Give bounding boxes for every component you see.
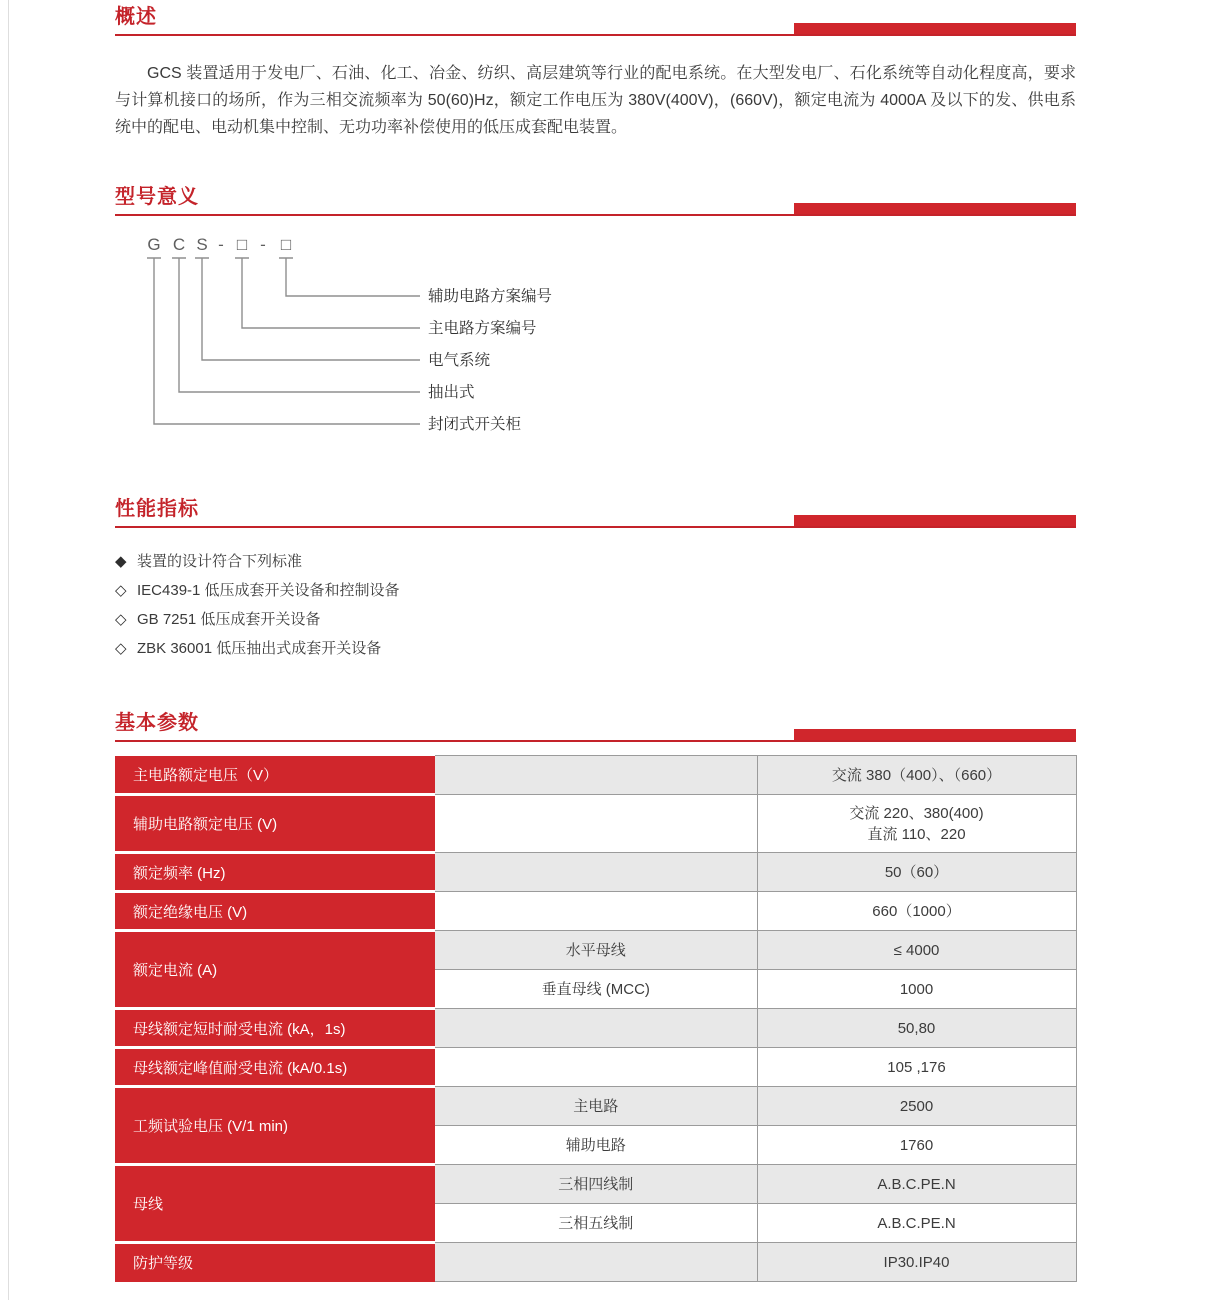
sub-param-cell: 三相四线制 [435, 1165, 757, 1204]
value-cell: 50,80 [757, 1009, 1076, 1048]
param-name-cell: 防护等级 [115, 1243, 435, 1282]
performance-list [115, 546, 1076, 662]
list-item-text: 装置的设计符合下列标准 [137, 553, 303, 570]
value-cell: A.B.C.PE.N [757, 1204, 1076, 1243]
sub-param-cell [435, 1243, 757, 1282]
overview-title: 概述 [115, 6, 157, 28]
model-code-char: G [147, 235, 161, 254]
model-meaning-title: 型号意义 [115, 186, 199, 208]
section-overview-header [115, 6, 1076, 36]
performance-rule [115, 526, 1076, 528]
page-content [115, 0, 1076, 1300]
sub-param-cell [435, 853, 757, 892]
param-name-cell: 辅助电路额定电压 (V) [115, 795, 435, 853]
param-name-cell: 母线额定峰值耐受电流 (kA/0.1s) [115, 1048, 435, 1087]
model-code-box: □ [280, 235, 292, 254]
diamond-outline-icon: ◇ [115, 639, 127, 657]
table-row [115, 795, 1076, 853]
section-model-meaning-header [115, 186, 1076, 216]
table-row [115, 1087, 1076, 1126]
sub-param-cell: 水平母线 [435, 931, 757, 970]
model-meaning-rule [115, 214, 1076, 216]
table-row [115, 892, 1076, 931]
model-meaning-label: 电气系统 [428, 352, 491, 369]
model-meaning-diagram [115, 228, 1076, 443]
value-cell: ≤ 4000 [757, 931, 1076, 970]
list-item [115, 546, 1076, 575]
param-name-cell: 主电路额定电压（V） [115, 756, 435, 795]
value-cell: 交流 380（400）、（660） [757, 756, 1076, 795]
table-row [115, 1243, 1076, 1282]
params-table-body [115, 756, 1076, 1282]
param-name-cell: 额定绝缘电压 (V) [115, 892, 435, 931]
list-item [115, 575, 1076, 604]
basic-params-title: 基本参数 [115, 712, 199, 734]
sub-param-cell [435, 1048, 757, 1087]
basic-params-accent-bar [794, 729, 1076, 740]
section-basic-params-header [115, 712, 1076, 742]
performance-accent-bar [794, 515, 1076, 526]
table-row [115, 931, 1076, 970]
overview-paragraph: GCS 装置适用于发电厂、石油、化工、冶金、纺织、高层建筑等行业的配电系统。在大型发电厂、石化系统等自动化程度高，要求与计算机接口的场所，作为三相交流频率为 50(60)Hz，额定工作电压为 380V(400V)，(660V)，额定电流为 4000A 及以下的发、供电系统中的配电、电动机集中控制、无功功率补偿使用的低压成套配电装置。 [115, 65, 1076, 136]
model-code-char: S [196, 235, 208, 254]
sub-param-cell [435, 1009, 757, 1048]
table-row [115, 1165, 1076, 1204]
overview-accent-bar [794, 23, 1076, 34]
model-meaning-label: 辅助电路方案编号 [428, 288, 553, 305]
value-cell: 105 ,176 [757, 1048, 1076, 1087]
table-row [115, 756, 1076, 795]
sub-param-cell [435, 756, 757, 795]
model-code-dash: - [218, 235, 224, 254]
page-edge-line [8, 0, 9, 1300]
model-code-dash: - [260, 235, 266, 254]
sub-param-cell: 主电路 [435, 1087, 757, 1126]
sub-param-cell: 三相五线制 [435, 1204, 757, 1243]
model-connector [154, 258, 420, 424]
table-row [115, 1009, 1076, 1048]
value-cell: 1760 [757, 1126, 1076, 1165]
overview-rule [115, 34, 1076, 36]
model-meaning-label: 封闭式开关柜 [428, 416, 522, 433]
list-item [115, 633, 1076, 662]
value-cell: 2500 [757, 1087, 1076, 1126]
sub-param-cell [435, 892, 757, 931]
model-meaning-accent-bar [794, 203, 1076, 214]
table-row [115, 1048, 1076, 1087]
param-name-cell: 母线额定短时耐受电流 (kA，1s) [115, 1009, 435, 1048]
model-code-box: □ [236, 235, 248, 254]
model-connector [286, 258, 420, 296]
model-meaning-label: 抽出式 [428, 384, 475, 401]
param-name-cell: 工频试验电压 (V/1 min) [115, 1087, 435, 1165]
value-cell: 50（60） [757, 853, 1076, 892]
basic-params-table [115, 755, 1077, 1282]
list-item [115, 604, 1076, 633]
param-name-cell: 额定频率 (Hz) [115, 853, 435, 892]
model-connector [179, 258, 420, 392]
param-name-cell: 额定电流 (A) [115, 931, 435, 1009]
sub-param-cell [435, 795, 757, 853]
model-code-char: C [172, 235, 186, 254]
diamond-outline-icon: ◇ [115, 610, 127, 628]
value-cell: 交流 220、380(400) 直流 110、220 [757, 795, 1076, 853]
table-row [115, 853, 1076, 892]
sub-param-cell: 垂直母线 (MCC) [435, 970, 757, 1009]
list-item-text: IEC439-1 低压成套开关设备和控制设备 [137, 582, 400, 599]
performance-title: 性能指标 [115, 498, 199, 520]
value-cell: 1000 [757, 970, 1076, 1009]
basic-params-rule [115, 740, 1076, 742]
value-cell: 660（1000） [757, 892, 1076, 931]
model-meaning-label: 主电路方案编号 [428, 320, 537, 337]
model-connector [202, 258, 420, 360]
param-name-cell: 母线 [115, 1165, 435, 1243]
diamond-outline-icon: ◇ [115, 581, 127, 599]
diamond-filled-icon: ◆ [115, 552, 127, 570]
value-cell: A.B.C.PE.N [757, 1165, 1076, 1204]
value-cell: IP30.IP40 [757, 1243, 1076, 1282]
sub-param-cell: 辅助电路 [435, 1126, 757, 1165]
section-performance-header [115, 498, 1076, 528]
model-connector [242, 258, 420, 328]
list-item-text: ZBK 36001 低压抽出式成套开关设备 [137, 640, 382, 657]
list-item-text: GB 7251 低压成套开关设备 [137, 611, 321, 628]
